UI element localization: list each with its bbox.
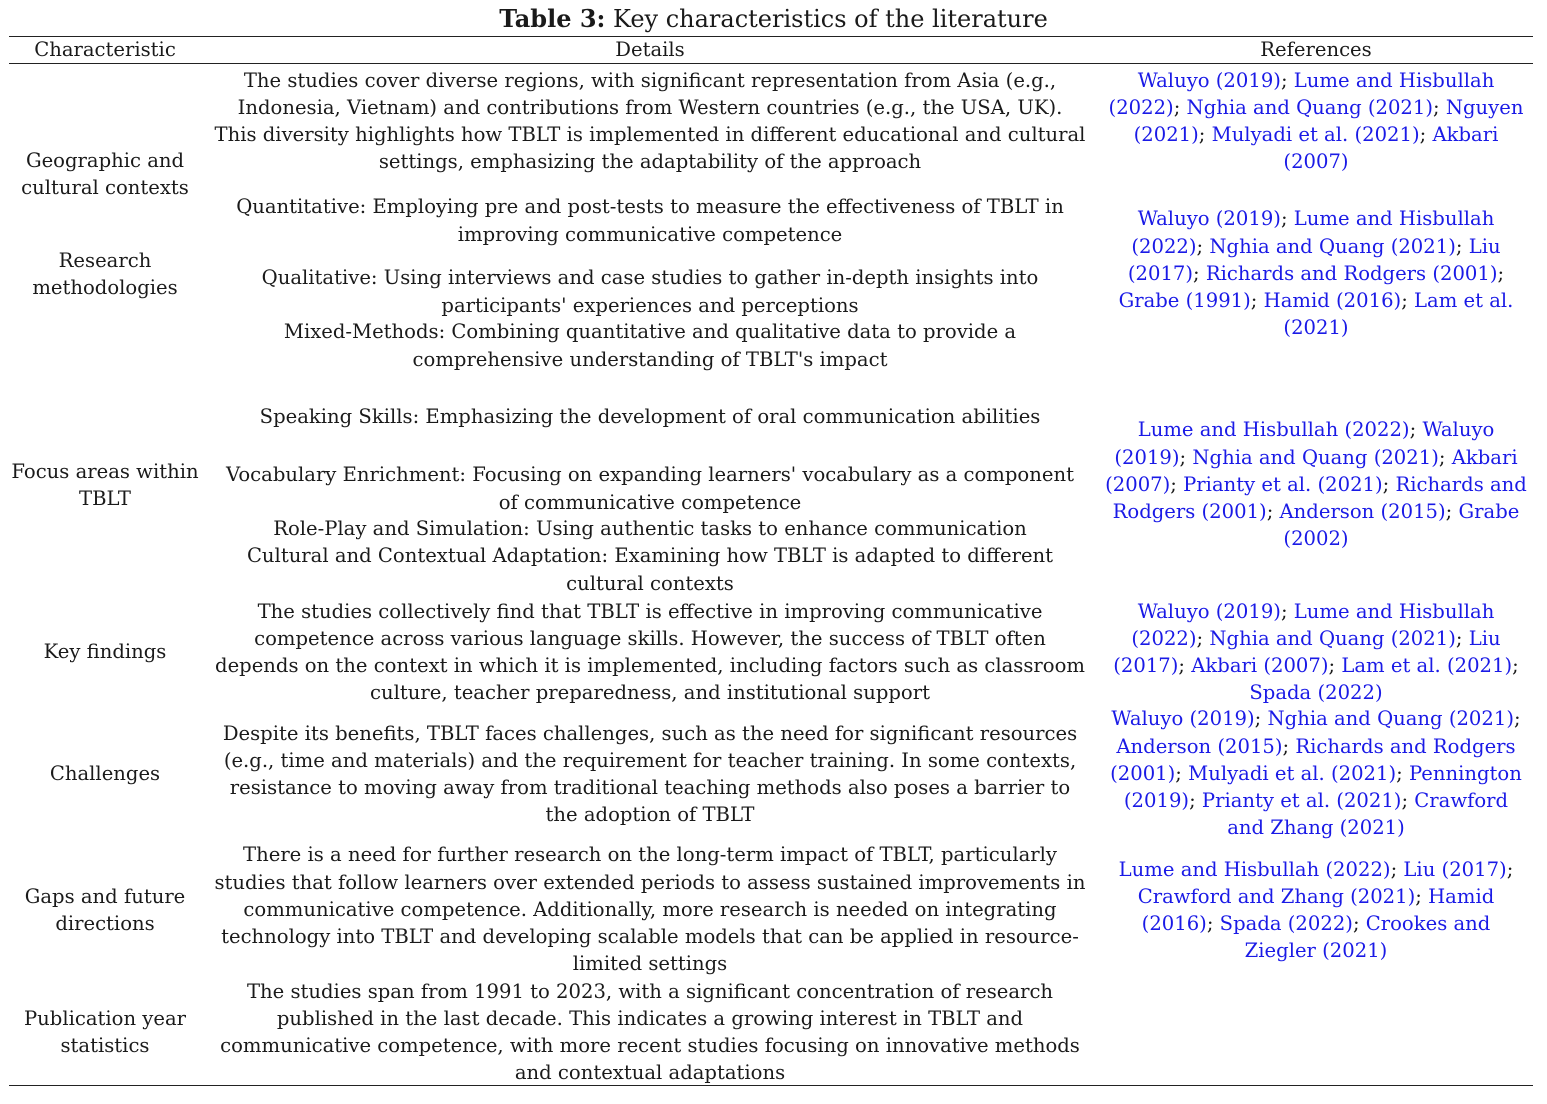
table-top-rule (9, 36, 1533, 37)
citation-link[interactable]: Crookes and Ziegler (2021) (1244, 912, 1491, 963)
details-paragraph: There is a need for further research on the long-term impact of TBLT, particularly studies that follow learners over extended periods to assess sustained improvements in communicative competence. Additionally, more research is needed on integrating technology into TBLT and developing scalable models that can be applied in resource-limited settings (214, 843, 1086, 976)
citation-link[interactable]: Akbari (2007) (1283, 123, 1499, 174)
details-paragraph: Cultural and Contextual Adaptation: Examining how TBLT is adapted to different cultural contexts (246, 544, 1054, 595)
citation-link[interactable]: Nghia and Quang (2021) (1192, 445, 1439, 469)
characteristic-cell: Geographic and cultural contexts (21, 148, 189, 199)
citation-separator: ; (1193, 261, 1206, 285)
citation-separator: ; (1445, 500, 1459, 524)
citation-link[interactable]: Prianty et al. (2021) (1201, 789, 1402, 813)
details-paragraph: Role-Play and Simulation: Using authentic tasks to enhance communication (273, 517, 1027, 541)
citation-separator: ; (1512, 654, 1519, 677)
citation-link[interactable]: Lume and Hisbullah (2022) (1118, 857, 1391, 881)
citation-separator: ; (1173, 95, 1187, 119)
citation-link[interactable]: Mulyadi et al. (2021) (1211, 123, 1420, 146)
citation-link[interactable]: Richards and Rodgers (2001) (1110, 734, 1516, 785)
citation-separator: ; (1390, 857, 1404, 881)
citation-link[interactable]: Liu (2017) (1113, 626, 1501, 677)
details-paragraph: Speaking Skills: Emphasizing the development of oral communication abilities (259, 405, 1041, 429)
citation-link[interactable]: Waluyo (2019) (1114, 418, 1495, 469)
details-paragraph: The studies span from 1991 to 2023, with a significant concentration of research published in the last decade. This indicates a growing interest in TBLT and communicative competence, with more recent studies focusing on innovative methods and contextual adaptations (220, 979, 1080, 1085)
citation-link[interactable]: Lume and Hisbullah (2022) (1137, 418, 1410, 442)
citation-separator: ; (1396, 761, 1409, 785)
citation-link[interactable]: Waluyo (2019) (1137, 207, 1281, 231)
citation-separator: ; (1415, 884, 1429, 908)
citation-link[interactable]: Nghia and Quang (2021) (1209, 234, 1456, 258)
citation-link[interactable]: Waluyo (2019) (1111, 707, 1255, 731)
characteristic-cell: Research methodologies (32, 248, 178, 299)
citation-link[interactable]: Lam et al. (2021) (1283, 289, 1514, 340)
citation-link[interactable]: Anderson (2015) (1116, 734, 1283, 758)
citation-link[interactable]: Nghia and Quang (2021) (1267, 707, 1514, 731)
citation-separator: ; (1196, 626, 1210, 650)
citation-separator: ; (1250, 289, 1264, 313)
citation-separator: ; (1513, 707, 1521, 731)
citation-separator: ; (1401, 289, 1415, 313)
citation-link[interactable]: Liu (2017) (1127, 234, 1501, 285)
details-paragraph: The studies cover diverse regions, with significant representation from Asia (e.g., Indonesia, Vietnam) and contributions from Western countries (e.g., the USA, UK). This diversity highlights how TBLT is implemented in different educational and cultural settings, emphasizing the adaptability of the approach (214, 68, 1086, 174)
citation-link[interactable]: Crawford and Zhang (2021) (1227, 789, 1509, 840)
details-paragraph: Mixed-Methods: Combining quantitative and qualitative data to provide a comprehensive understanding of TBLT's impact (283, 320, 1017, 371)
citation-separator: ; (1497, 261, 1505, 285)
references-cell (1104, 416, 1528, 553)
citation-link[interactable]: Grabe (1991) (1118, 289, 1251, 313)
citation-link[interactable]: Mulyadi et al. (2021) (1188, 761, 1397, 785)
citation-link[interactable]: Akbari (2007) (1191, 654, 1329, 677)
citation-separator: ; (1401, 789, 1415, 813)
citation-separator: ; (1455, 626, 1469, 650)
citation-link[interactable]: Waluyo (2019) (1137, 68, 1281, 92)
citation-separator: ; (1189, 789, 1202, 813)
citation-link[interactable]: Hamid (2016) (1141, 884, 1495, 935)
citation-link[interactable]: Waluyo (2019) (1137, 599, 1281, 623)
citation-link[interactable]: Nghia and Quang (2021) (1186, 95, 1434, 119)
characteristic-cell: Key findings (43, 640, 167, 664)
citation-link[interactable]: Akbari (2007) (1105, 445, 1518, 496)
citation-link[interactable]: Pennington (2019) (1123, 761, 1522, 813)
details-paragraph: The studies collectively find that TBLT is effective in improving communicative competence across various language skills. However, the success of TBLT often depends on the context in which it is implemented, including factors such as classroom culture, teacher preparedness, and institutional support (215, 599, 1085, 705)
references-cell (1104, 597, 1528, 707)
citation-separator: ; (1254, 707, 1268, 731)
citation-separator: ; (1506, 857, 1514, 881)
citation-separator: ; (1266, 500, 1280, 524)
citation-separator: ; (1382, 472, 1396, 496)
details-paragraph: Vocabulary Enrichment: Focusing on expanding learners' vocabulary as a component of communicative competence (226, 463, 1074, 514)
table-header-rule (9, 63, 1533, 64)
details-paragraph: Despite its benefits, TBLT faces challenges, such as the need for significant resources (e.g., time and materials) and the requirement for teacher training. In some contexts, resistance to moving away from traditional teaching methods also poses a barrier to the adoption of TBLT (222, 721, 1078, 827)
citation-separator: ; (1282, 734, 1296, 758)
citation-link[interactable]: Nghia and Quang (2021) (1209, 626, 1456, 650)
citation-link[interactable]: Richards and Rodgers (2001) (1112, 472, 1527, 524)
citation-link[interactable]: Richards and Rodgers (2001) (1205, 261, 1498, 285)
citation-separator: ; (1455, 234, 1469, 258)
citation-link[interactable]: Prianty et al. (2021) (1183, 472, 1383, 496)
citation-separator: ; (1433, 95, 1446, 119)
citation-separator: ; (1175, 761, 1189, 785)
references-cell (1104, 205, 1528, 342)
citation-link[interactable]: Liu (2017) (1403, 857, 1507, 881)
citation-separator: ; (1206, 912, 1220, 935)
details-paragraph: Qualitative: Using interviews and case studies to gather in-depth insights into participants' experiences and perceptions (261, 266, 1039, 317)
table-caption-title: Key characteristics of the literature (613, 5, 1048, 33)
citation-link[interactable]: Anderson (2015) (1279, 500, 1446, 524)
references-cell (1104, 855, 1528, 965)
citation-separator: ; (1280, 207, 1294, 231)
table-caption-label: Table 3: (499, 4, 606, 33)
citation-separator: ; (1328, 654, 1342, 677)
citation-separator: ; (1409, 418, 1423, 442)
references-cell (1104, 705, 1528, 842)
details-paragraph: Quantitative: Employing pre and post-tests to measure the effectiveness of TBLT in improving communicative competence (236, 195, 1064, 246)
citation-separator: ; (1170, 472, 1184, 496)
citation-link[interactable]: Spada (2022) (1249, 681, 1383, 705)
references-cell (1104, 66, 1528, 176)
characteristic-cell: Challenges (49, 762, 161, 786)
citation-separator: ; (1178, 654, 1192, 677)
header-references: References (1260, 38, 1372, 61)
citation-link[interactable]: Lume and Hisbullah (2022) (1108, 68, 1495, 119)
citation-separator: ; (1352, 912, 1366, 935)
citation-link[interactable]: Hamid (2016) (1263, 289, 1402, 313)
citation-link[interactable]: Nguyen (2021) (1133, 95, 1524, 146)
citation-link[interactable]: Lam et al. (2021) (1341, 654, 1513, 677)
table-caption (0, 4, 1547, 34)
citation-link[interactable]: Lume and Hisbullah (2022) (1131, 599, 1495, 650)
citation-separator: ; (1198, 123, 1212, 146)
citation-link[interactable]: Grabe (2002) (1283, 500, 1520, 551)
header-details: Details (615, 38, 685, 61)
citation-separator: ; (1280, 599, 1294, 623)
characteristic-cell: Publication year statistics (23, 1006, 187, 1057)
citation-link[interactable]: Spada (2022) (1219, 912, 1353, 935)
citation-separator: ; (1179, 445, 1193, 469)
header-characteristic: Characteristic (34, 38, 176, 61)
citation-link[interactable]: Crawford and Zhang (2021) (1137, 884, 1416, 908)
characteristic-cell: Gaps and future directions (24, 884, 186, 935)
citation-separator: ; (1280, 68, 1294, 92)
characteristic-cell: Focus areas within TBLT (11, 459, 199, 510)
citation-separator: ; (1419, 123, 1433, 146)
citation-link[interactable]: Lume and Hisbullah (2022) (1131, 207, 1495, 258)
citation-separator: ; (1196, 234, 1210, 258)
citation-separator: ; (1438, 445, 1452, 469)
